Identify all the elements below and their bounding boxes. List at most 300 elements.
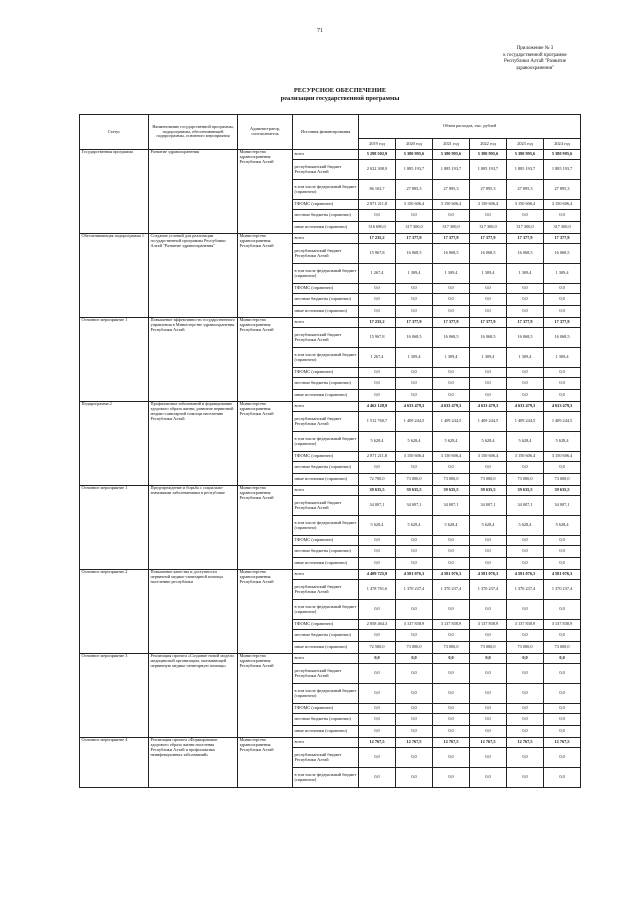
value-cell: 4 581 076,3 <box>396 570 433 580</box>
value-cell: 0,0 <box>470 726 507 738</box>
source-cell: ТФОМС (справочно) <box>293 284 359 294</box>
value-cell: 0,0 <box>507 684 544 704</box>
value-cell: 0,0 <box>470 378 507 390</box>
value-cell: 0,0 <box>433 306 470 318</box>
value-cell: 4 581 076,3 <box>470 570 507 580</box>
source-cell: всего <box>293 234 359 244</box>
value-cell: 12 767,5 <box>433 738 470 748</box>
value-cell: 39 635,5 <box>433 486 470 496</box>
value-cell: 1 267,4 <box>359 264 396 284</box>
value-cell: 0,0 <box>433 664 470 684</box>
value-cell: 73 000,0 <box>433 474 470 486</box>
value-cell: 0,0 <box>396 748 433 768</box>
value-cell: 0,0 <box>507 558 544 570</box>
value-cell: 73 000,0 <box>396 474 433 486</box>
value-cell: 0,0 <box>507 294 544 306</box>
value-cell: 1 409 244,5 <box>470 412 507 432</box>
table-row <box>80 150 581 160</box>
value-cell: 5 628,4 <box>507 432 544 452</box>
value-cell: 73 000,0 <box>544 474 581 486</box>
source-cell: всего <box>293 654 359 664</box>
header-source: Источник финансирования <box>293 115 359 150</box>
value-cell: 0,0 <box>507 284 544 294</box>
value-cell: 12 767,5 <box>470 738 507 748</box>
value-cell: 1 267,4 <box>359 348 396 368</box>
value-cell: 0,0 <box>507 630 544 642</box>
name-cell: Предупреждение и борьба с социально-значимыми заболеваниями в республике <box>149 486 238 570</box>
table-row <box>80 318 581 328</box>
value-cell: 0,0 <box>359 546 396 558</box>
value-cell: 17 377,9 <box>507 234 544 244</box>
value-cell: 16 068,5 <box>433 328 470 348</box>
value-cell: 0,0 <box>396 378 433 390</box>
value-cell: 5 628,4 <box>507 516 544 536</box>
appendix-heading <box>470 46 600 72</box>
name-cell: Развитие здравоохранения <box>149 150 238 234</box>
value-cell: 27 895,3 <box>544 180 581 200</box>
value-cell: 1 512 760,7 <box>359 412 396 432</box>
value-cell: 5 298 502,9 <box>359 150 396 160</box>
value-cell: 39 635,5 <box>544 486 581 496</box>
source-cell: ТФОМС (справочно) <box>293 368 359 378</box>
value-cell: 3 150 606,4 <box>433 200 470 210</box>
administrator-cell: Министерство здравоохранения Республики Алтай <box>238 570 293 654</box>
value-cell: 317 300,0 <box>470 222 507 234</box>
value-cell: 17 377,9 <box>544 234 581 244</box>
source-cell: республиканский бюджет Республики Алтай <box>293 328 359 348</box>
value-cell: 1 370 237,4 <box>507 580 544 600</box>
value-cell: 0,0 <box>433 368 470 378</box>
source-cell: всего <box>293 570 359 580</box>
value-cell: 0,0 <box>470 684 507 704</box>
value-cell: 16 068,5 <box>396 244 433 264</box>
resource-table <box>79 114 581 788</box>
value-cell: 0,0 <box>396 210 433 222</box>
value-cell: 3 137 838,9 <box>544 620 581 630</box>
administrator-cell: Министерство здравоохранения Республики Алтай <box>238 738 293 788</box>
value-cell: 0,0 <box>433 600 470 620</box>
value-cell: 1 309,4 <box>544 264 581 284</box>
value-cell: 0,0 <box>359 294 396 306</box>
value-cell: 3 150 606,4 <box>544 452 581 462</box>
value-cell: 1 370 237,4 <box>470 580 507 600</box>
source-cell: местные бюджеты (справочно) <box>293 378 359 390</box>
value-cell: 2 858 464,3 <box>359 620 396 630</box>
value-cell: 16 068,5 <box>544 244 581 264</box>
value-cell: 0,0 <box>359 768 396 788</box>
value-cell: 0,0 <box>544 664 581 684</box>
value-cell: 0,0 <box>544 378 581 390</box>
value-cell: 86 163,7 <box>359 180 396 200</box>
source-cell: местные бюджеты (справочно) <box>293 714 359 726</box>
value-cell: 0,0 <box>507 664 544 684</box>
value-cell: 0,0 <box>396 664 433 684</box>
value-cell: 0,0 <box>544 294 581 306</box>
source-cell: в том числе федеральный бюджет (справочно) <box>293 264 359 284</box>
name-cell: Повышение качества и доступности первичной медико-санитарной помощи населению республики <box>149 570 238 654</box>
header-administrator: Администратор, соисполнитель <box>238 115 293 150</box>
value-cell: 5 380 995,6 <box>544 150 581 160</box>
source-cell: местные бюджеты (справочно) <box>293 294 359 306</box>
value-cell: 0,0 <box>507 306 544 318</box>
value-cell: 3 137 838,9 <box>507 620 544 630</box>
value-cell: 0,0 <box>396 704 433 714</box>
value-cell: 4 462 128,9 <box>359 402 396 412</box>
value-cell: 27 895,3 <box>433 180 470 200</box>
value-cell: 0,0 <box>433 726 470 738</box>
value-cell: 1 885 193,7 <box>544 160 581 180</box>
value-cell: 17 377,9 <box>544 318 581 328</box>
value-cell: 0,0 <box>470 210 507 222</box>
value-cell: 0,0 <box>544 462 581 474</box>
source-cell: местные бюджеты (справочно) <box>293 210 359 222</box>
table-body <box>80 150 581 788</box>
source-cell: в том числе федеральный бюджет (справочно) <box>293 180 359 200</box>
value-cell: 0,0 <box>433 704 470 714</box>
value-cell: 0,0 <box>470 664 507 684</box>
value-cell: 1 409 244,5 <box>433 412 470 432</box>
value-cell: 0,0 <box>433 768 470 788</box>
value-cell: 0,0 <box>470 600 507 620</box>
source-cell: иные источники (справочно) <box>293 474 359 486</box>
status-cell: Основное мероприятие 2 <box>80 570 149 654</box>
source-cell: всего <box>293 402 359 412</box>
status-cell: Обеспечивающая подпрограмма 1 <box>80 234 149 318</box>
document-title <box>240 87 440 102</box>
value-cell: 0,0 <box>544 684 581 704</box>
value-cell: 1 309,4 <box>433 264 470 284</box>
value-cell: 4 633 479,3 <box>396 402 433 412</box>
value-cell: 0,0 <box>359 210 396 222</box>
value-cell: 0,0 <box>359 378 396 390</box>
value-cell: 0,0 <box>470 368 507 378</box>
value-cell: 73 000,0 <box>396 642 433 654</box>
value-cell: 0,0 <box>544 726 581 738</box>
value-cell: 16 068,5 <box>470 244 507 264</box>
value-cell: 1 409 244,5 <box>544 412 581 432</box>
value-cell: 0,0 <box>507 536 544 546</box>
value-cell: 27 895,3 <box>470 180 507 200</box>
value-cell: 0,0 <box>470 768 507 788</box>
value-cell: 317 300,0 <box>544 222 581 234</box>
value-cell: 316 690,0 <box>359 222 396 234</box>
status-cell: Основное мероприятие 4 <box>80 738 149 788</box>
header-name: Наименование государственной программы, подпрограммы, обеспечивающей подпрограммы, основного мероприятия <box>149 115 238 150</box>
value-cell: 0,0 <box>396 654 433 664</box>
value-cell: 4 409 725,9 <box>359 570 396 580</box>
source-cell: в том числе федеральный бюджет (справочно) <box>293 768 359 788</box>
value-cell: 0,0 <box>359 654 396 664</box>
value-cell: 16 068,5 <box>507 244 544 264</box>
source-cell: в том числе федеральный бюджет (справочно) <box>293 684 359 704</box>
value-cell: 34 007,1 <box>396 496 433 516</box>
value-cell: 0,0 <box>433 210 470 222</box>
value-cell: 0,0 <box>470 558 507 570</box>
value-cell: 3 137 838,9 <box>433 620 470 630</box>
value-cell: 1 309,4 <box>396 264 433 284</box>
header-expenses: Объем расходов, тыс. рублей <box>359 115 581 139</box>
value-cell: 0,0 <box>433 294 470 306</box>
value-cell: 0,0 <box>544 390 581 402</box>
value-cell: 0,0 <box>359 390 396 402</box>
value-cell: 3 150 606,4 <box>396 452 433 462</box>
value-cell: 4 633 479,3 <box>470 402 507 412</box>
value-cell: 0,0 <box>396 536 433 546</box>
source-cell: иные источники (справочно) <box>293 306 359 318</box>
value-cell: 1 309,4 <box>470 264 507 284</box>
value-cell: 0,0 <box>396 284 433 294</box>
value-cell: 1 409 244,5 <box>396 412 433 432</box>
value-cell: 0,0 <box>544 558 581 570</box>
value-cell: 0,0 <box>396 390 433 402</box>
value-cell: 73 000,0 <box>507 474 544 486</box>
value-cell: 12 767,5 <box>544 738 581 748</box>
value-cell: 0,0 <box>507 704 544 714</box>
value-cell: 0,0 <box>544 714 581 726</box>
table-row <box>80 402 581 412</box>
value-cell: 0,0 <box>433 748 470 768</box>
value-cell: 17 235,2 <box>359 318 396 328</box>
value-cell: 0,0 <box>433 284 470 294</box>
source-cell: всего <box>293 318 359 328</box>
value-cell: 5 628,4 <box>544 432 581 452</box>
value-cell: 0,0 <box>433 714 470 726</box>
value-cell: 0,0 <box>507 378 544 390</box>
value-cell: 0,0 <box>470 284 507 294</box>
value-cell: 4 581 076,3 <box>507 570 544 580</box>
value-cell: 0,0 <box>359 630 396 642</box>
value-cell: 2 022 308,9 <box>359 160 396 180</box>
administrator-cell: Министерство здравоохранения Республики Алтай <box>238 486 293 570</box>
header-year: 2023 год <box>507 139 544 150</box>
value-cell: 0,0 <box>544 748 581 768</box>
value-cell: 1 885 193,7 <box>396 160 433 180</box>
source-cell: местные бюджеты (справочно) <box>293 546 359 558</box>
name-cell: Профилактика заболеваний и формирование здорового образа жизни, развитие первичной медико-санитарной помощи населению Республики Алтай <box>149 402 238 486</box>
status-cell: Подпрограмма 2 <box>80 402 149 486</box>
value-cell: 27 895,3 <box>396 180 433 200</box>
header-year: 2019 год <box>359 139 396 150</box>
source-cell: иные источники (справочно) <box>293 222 359 234</box>
value-cell: 0,0 <box>433 558 470 570</box>
value-cell: 0,0 <box>396 294 433 306</box>
value-cell: 0,0 <box>544 368 581 378</box>
value-cell: 0,0 <box>470 704 507 714</box>
source-cell: иные источники (справочно) <box>293 390 359 402</box>
value-cell: 1 478 761,6 <box>359 580 396 600</box>
page-number: 71 <box>317 28 323 34</box>
value-cell: 0,0 <box>507 368 544 378</box>
value-cell: 5 628,4 <box>544 516 581 536</box>
value-cell: 0,0 <box>544 654 581 664</box>
table-row <box>80 570 581 580</box>
source-cell: всего <box>293 150 359 160</box>
value-cell: 0,0 <box>396 600 433 620</box>
value-cell: 3 137 838,9 <box>470 620 507 630</box>
source-cell: в том числе федеральный бюджет (справочно) <box>293 432 359 452</box>
value-cell: 0,0 <box>507 714 544 726</box>
value-cell: 17 235,2 <box>359 234 396 244</box>
value-cell: 0,0 <box>544 284 581 294</box>
value-cell: 0,0 <box>544 704 581 714</box>
source-cell: республиканский бюджет Республики Алтай <box>293 160 359 180</box>
value-cell: 0,0 <box>359 462 396 474</box>
name-cell: Повышение эффективности государственного управления в Министерстве здравоохранения Республики Алтай <box>149 318 238 402</box>
value-cell: 39 635,5 <box>470 486 507 496</box>
value-cell: 34 007,1 <box>433 496 470 516</box>
value-cell: 0,0 <box>433 654 470 664</box>
name-cell: Реализация проекта «Формирование здорового образа жизни населения Республики Алтай и профилактика неинфекционных заболеваний» <box>149 738 238 788</box>
value-cell: 5 628,4 <box>470 432 507 452</box>
source-cell: иные источники (справочно) <box>293 726 359 738</box>
title-line: реализации государственной программы <box>280 94 400 102</box>
value-cell: 0,0 <box>396 768 433 788</box>
value-cell: 3 150 606,4 <box>507 200 544 210</box>
status-cell: Государственная программа <box>80 150 149 234</box>
value-cell: 0,0 <box>544 630 581 642</box>
source-cell: ТФОМС (справочно) <box>293 452 359 462</box>
value-cell: 73 000,0 <box>507 642 544 654</box>
value-cell: 0,0 <box>507 210 544 222</box>
value-cell: 317 300,0 <box>433 222 470 234</box>
value-cell: 0,0 <box>359 558 396 570</box>
value-cell: 0,0 <box>396 630 433 642</box>
source-cell: ТФОМС (справочно) <box>293 704 359 714</box>
source-cell: в том числе федеральный бюджет (справочно) <box>293 348 359 368</box>
value-cell: 0,0 <box>544 210 581 222</box>
value-cell: 16 068,5 <box>470 328 507 348</box>
value-cell: 16 068,5 <box>544 328 581 348</box>
value-cell: 5 628,4 <box>396 516 433 536</box>
value-cell: 73 000,0 <box>470 474 507 486</box>
value-cell: 4 633 479,3 <box>507 402 544 412</box>
appendix-line: здравоохранения" <box>515 65 555 71</box>
value-cell: 4 581 076,3 <box>544 570 581 580</box>
value-cell: 17 377,9 <box>396 234 433 244</box>
value-cell: 1 309,4 <box>544 348 581 368</box>
value-cell: 73 000,0 <box>544 642 581 654</box>
value-cell: 0,0 <box>396 714 433 726</box>
value-cell: 0,0 <box>396 462 433 474</box>
value-cell: 5 628,4 <box>359 432 396 452</box>
source-cell: в том числе федеральный бюджет (справочно) <box>293 600 359 620</box>
name-cell: Реализация проекта «Создание новой модели медицинской организации, оказывающей первичную медико-санитарную помощь» <box>149 654 238 738</box>
value-cell: 0,0 <box>359 704 396 714</box>
value-cell: 0,0 <box>470 748 507 768</box>
header-year: 2024 год <box>544 139 581 150</box>
value-cell: 3 150 606,4 <box>507 452 544 462</box>
value-cell: 0,0 <box>396 546 433 558</box>
value-cell: 0,0 <box>433 462 470 474</box>
value-cell: 15 967,8 <box>359 244 396 264</box>
value-cell: 16 068,5 <box>396 328 433 348</box>
appendix-line: Республики Алтай "Развитие <box>504 59 566 65</box>
status-cell: Основное мероприятие 1 <box>80 486 149 570</box>
value-cell: 72 700,0 <box>359 474 396 486</box>
value-cell: 0,0 <box>507 390 544 402</box>
value-cell: 34 007,1 <box>507 496 544 516</box>
value-cell: 72 500,0 <box>359 642 396 654</box>
value-cell: 0,0 <box>544 546 581 558</box>
value-cell: 16 068,5 <box>507 328 544 348</box>
source-cell: республиканский бюджет Республики Алтай <box>293 748 359 768</box>
source-cell: местные бюджеты (справочно) <box>293 630 359 642</box>
value-cell: 0,0 <box>359 306 396 318</box>
value-cell: 0,0 <box>359 748 396 768</box>
value-cell: 0,0 <box>470 462 507 474</box>
value-cell: 5 628,4 <box>396 432 433 452</box>
value-cell: 34 007,1 <box>544 496 581 516</box>
value-cell: 0,0 <box>396 726 433 738</box>
value-cell: 1 885 193,7 <box>507 160 544 180</box>
value-cell: 5 380 995,6 <box>396 150 433 160</box>
value-cell: 2 871 211,8 <box>359 200 396 210</box>
value-cell: 5 628,4 <box>433 432 470 452</box>
value-cell: 17 377,9 <box>433 234 470 244</box>
value-cell: 1 370 237,4 <box>396 580 433 600</box>
value-cell: 4 633 479,3 <box>433 402 470 412</box>
source-cell: республиканский бюджет Республики Алтай <box>293 412 359 432</box>
value-cell: 0,0 <box>433 390 470 402</box>
value-cell: 2 871 211,8 <box>359 452 396 462</box>
value-cell: 317 300,0 <box>396 222 433 234</box>
value-cell: 5 628,4 <box>470 516 507 536</box>
value-cell: 0,0 <box>396 558 433 570</box>
value-cell: 1 370 237,4 <box>544 580 581 600</box>
value-cell: 0,0 <box>470 536 507 546</box>
value-cell: 0,0 <box>507 600 544 620</box>
value-cell: 17 377,9 <box>470 234 507 244</box>
value-cell: 17 377,9 <box>507 318 544 328</box>
value-cell: 34 007,1 <box>470 496 507 516</box>
value-cell: 0,0 <box>359 726 396 738</box>
value-cell: 1 885 193,7 <box>433 160 470 180</box>
appendix-line: Приложение № 3 <box>516 46 554 51</box>
header-year: 2021 год <box>433 139 470 150</box>
value-cell: 39 635,5 <box>359 486 396 496</box>
value-cell: 0,0 <box>507 546 544 558</box>
value-cell: 1 309,4 <box>396 348 433 368</box>
value-cell: 3 150 606,4 <box>396 200 433 210</box>
value-cell: 0,0 <box>359 536 396 546</box>
table-row <box>80 654 581 664</box>
value-cell: 0,0 <box>470 654 507 664</box>
source-cell: ТФОМС (справочно) <box>293 536 359 546</box>
value-cell: 1 309,4 <box>507 264 544 284</box>
value-cell: 1 885 193,7 <box>470 160 507 180</box>
source-cell: местные бюджеты (справочно) <box>293 462 359 474</box>
value-cell: 39 635,5 <box>507 486 544 496</box>
header-year: 2022 год <box>470 139 507 150</box>
value-cell: 0,0 <box>359 664 396 684</box>
value-cell: 0,0 <box>396 306 433 318</box>
value-cell: 73 000,0 <box>433 642 470 654</box>
value-cell: 0,0 <box>433 536 470 546</box>
source-cell: республиканский бюджет Республики Алтай <box>293 580 359 600</box>
value-cell: 17 377,9 <box>433 318 470 328</box>
value-cell: 17 377,9 <box>396 318 433 328</box>
status-cell: Основное мероприятие 3 <box>80 654 149 738</box>
value-cell: 0,0 <box>544 536 581 546</box>
value-cell: 0,0 <box>507 768 544 788</box>
source-cell: республиканский бюджет Республики Алтай <box>293 496 359 516</box>
value-cell: 0,0 <box>470 546 507 558</box>
value-cell: 0,0 <box>359 600 396 620</box>
value-cell: 3 150 606,4 <box>470 452 507 462</box>
source-cell: ТФОМС (справочно) <box>293 620 359 630</box>
value-cell: 0,0 <box>470 390 507 402</box>
value-cell: 0,0 <box>359 714 396 726</box>
